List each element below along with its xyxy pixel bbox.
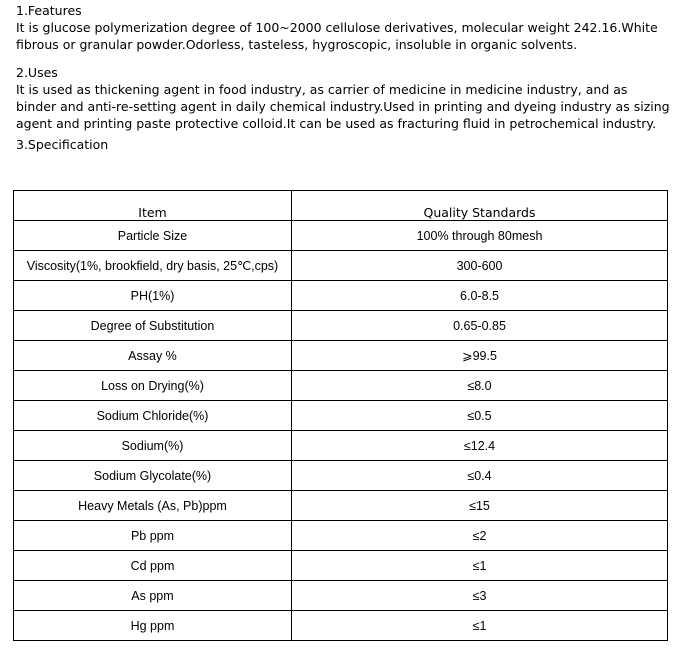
table-row (14, 311, 668, 341)
standard-cell: ≤3 (292, 581, 668, 611)
standard-cell: ≤1 (292, 611, 668, 641)
features-text: It is glucose polymerization degree of 100~2000 cellulose derivatives, molecular weight 242.16.White fibrous or granular powder.Odorless, tasteless, hygroscopic, insoluble in organic solvents. (16, 20, 658, 52)
table-row (14, 491, 668, 521)
column-header-item: Item (14, 191, 292, 221)
table-row (14, 581, 668, 611)
table-row (14, 281, 668, 311)
standard-cell: ≤0.4 (292, 461, 668, 491)
item-cell: Loss on Drying(%) (14, 371, 292, 401)
item-cell: Particle Size (14, 221, 292, 251)
standard-cell: 6.0-8.5 (292, 281, 668, 311)
standard-cell: ≤2 (292, 521, 668, 551)
table-row (14, 431, 668, 461)
standard-cell: ≤15 (292, 491, 668, 521)
standard-cell: 0.65-0.85 (292, 311, 668, 341)
specification-table (13, 190, 668, 641)
item-cell: Pb ppm (14, 521, 292, 551)
item-cell: Assay % (14, 341, 292, 371)
item-cell: As ppm (14, 581, 292, 611)
standard-cell: ≤0.5 (292, 401, 668, 431)
table-row (14, 221, 668, 251)
table-row (14, 341, 668, 371)
item-cell: Sodium Chloride(%) (14, 401, 292, 431)
standard-cell: 100% through 80mesh (292, 221, 668, 251)
specification-heading: 3.Specification (16, 137, 109, 152)
table-header-row (14, 191, 668, 221)
uses-text: It is used as thickening agent in food industry, as carrier of medicine in medicine industry, and as binder and anti-re-setting agent in daily chemical industry.Used in printing and dyeing industry as sizing agent and printing paste protective colloid.It can be used as fracturing fluid in petrochemical industry. (16, 82, 670, 131)
table-row (14, 551, 668, 581)
column-header-quality-standards: Quality Standards (292, 191, 668, 221)
table-row (14, 371, 668, 401)
section-gap (16, 53, 671, 64)
standard-cell: ≤12.4 (292, 431, 668, 461)
item-cell: Sodium(%) (14, 431, 292, 461)
document-body (16, 2, 671, 153)
item-cell: Heavy Metals (As, Pb)ppm (14, 491, 292, 521)
table-row (14, 251, 668, 281)
item-cell: Sodium Glycolate(%) (14, 461, 292, 491)
standard-cell: 300-600 (292, 251, 668, 281)
standard-cell: ≤8.0 (292, 371, 668, 401)
uses-heading: 2.Uses (16, 65, 58, 80)
item-cell: Degree of Substitution (14, 311, 292, 341)
table-row (14, 401, 668, 431)
standard-cell: ⩾99.5 (292, 341, 668, 371)
table-row (14, 521, 668, 551)
item-cell: Viscosity(1%, brookfield, dry basis, 25℃,cps) (14, 251, 292, 281)
table-row (14, 611, 668, 641)
item-cell: Cd ppm (14, 551, 292, 581)
item-cell: Hg ppm (14, 611, 292, 641)
table-row (14, 461, 668, 491)
standard-cell: ≤1 (292, 551, 668, 581)
features-heading: 1.Features (16, 3, 82, 18)
item-cell: PH(1%) (14, 281, 292, 311)
